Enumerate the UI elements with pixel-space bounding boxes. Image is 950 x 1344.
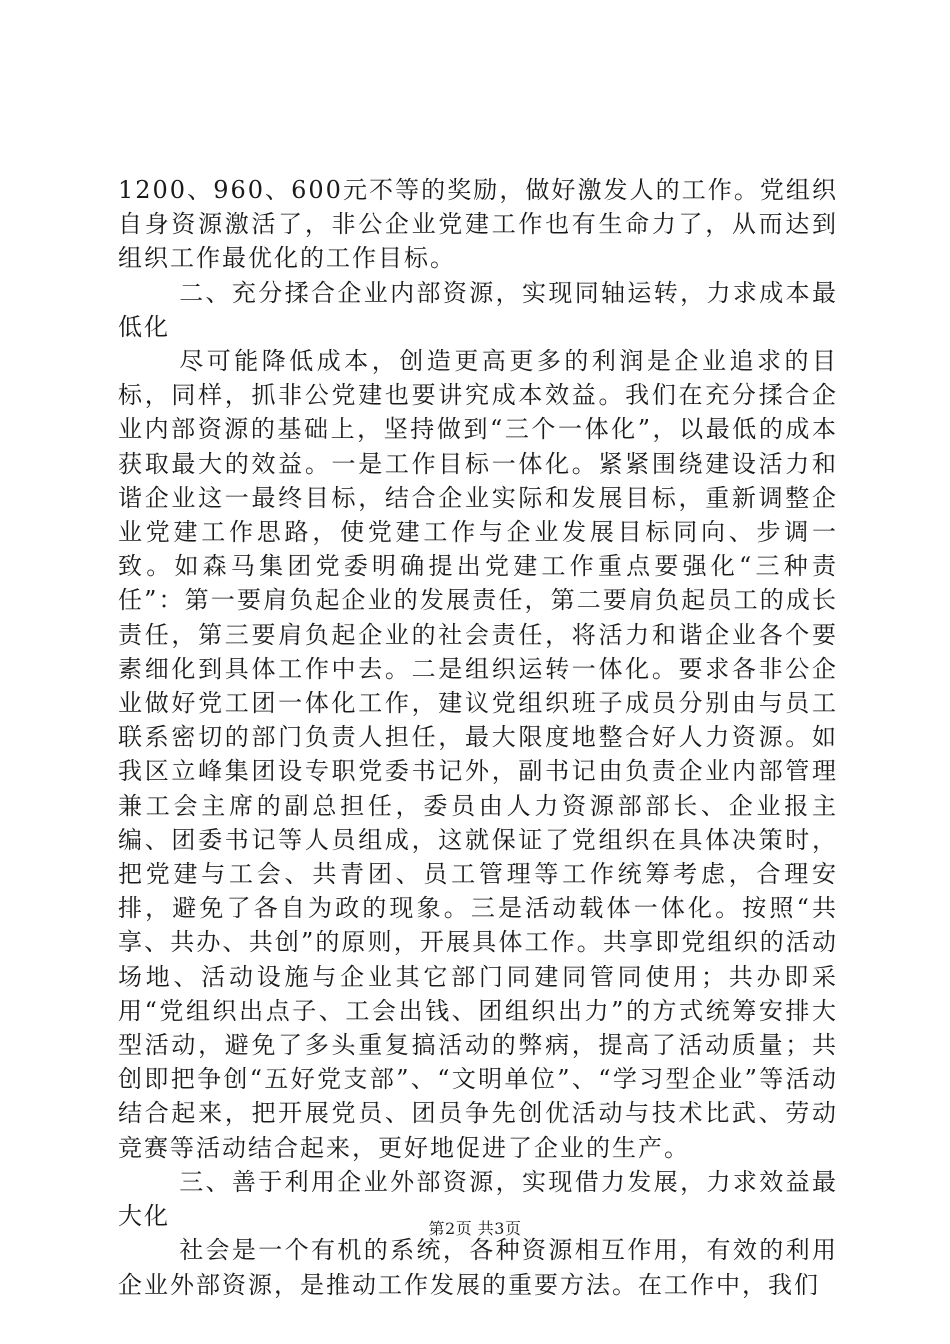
section-heading-three: 三、善于利用企业外部资源，实现借力发展，力求效益最大化	[118, 1167, 838, 1231]
section-heading-two: 二、充分揉合企业内部资源，实现同轴运转，力求成本最低化	[118, 278, 838, 341]
page-number-footer: 第2页 共3页	[428, 1219, 522, 1238]
document-body	[118, 173, 838, 1302]
paragraph-cost-efficiency: 尽可能降低成本，创造更高更多的利润是企业追求的目标，同样，抓非公党建也要讲究成本效益。我们在充分揉合企业内部资源的基础上，坚持做到“三个一体化”，以最低的成本获取最大的效益。一是工作目标一体化。紧紧围绕建设活力和谐企业这一最终目标，结合企业实际和发展目标，重新调整企业党建工作思路，使党建工作与企业发展目标同向、步调一致。如森马集团党委明确提出党建工作重点要强化“三种责任”：第一要肩负起企业的发展责任，第二要肩负起员工的成长责任，第三要肩负起企业的社会责任，将活力和谐企业各个要素细化到具体工作中去。二是组织运转一体化。要求各非公企业做好党工团一体化工作，建议党组织班子成员分别由与员工联系密切的部门负责人担任，最大限度地整合好人力资源。如我区立峰集团设专职党委书记外，副书记由负责企业内部管理兼工会主席的副总担任，委员由人力资源部部长、企业报主编、团委书记等人员组成，这就保证了党组织在具体决策时，把党建与工会、共青团、员工管理等工作统筹考虑，合理安排，避免了各自为政的现象。三是活动载体一体化。按照“共享、共办、共创”的原则，开展具体工作。共享即党组织的活动场地、活动设施与企业其它部门同建同管同使用；共办即采用“党组织出点子、工会出钱、团组织出力”的方式统筹安排大型活动，避免了多头重复搞活动的弊病，提高了活动质量；共创即把争创“五好党支部”、“文明单位”、“学习型企业”等活动结合起来，把开展党员、团员争先创优活动与技术比武、劳动竞赛等活动结合起来，更好地促进了企业的生产。	[118, 347, 838, 1162]
paragraph-continuation: 1200、960、600元不等的奖励，做好激发人的工作。党组织自身资源激活了，非公企业党建工作也有生命力了，从而达到组织工作最优化的工作目标。	[118, 176, 838, 273]
paragraph-external-resources: 社会是一个有机的系统，各种资源相互作用，有效的利用企业外部资源，是推动工作发展的重要方法。在工作中，我们	[118, 1236, 838, 1299]
